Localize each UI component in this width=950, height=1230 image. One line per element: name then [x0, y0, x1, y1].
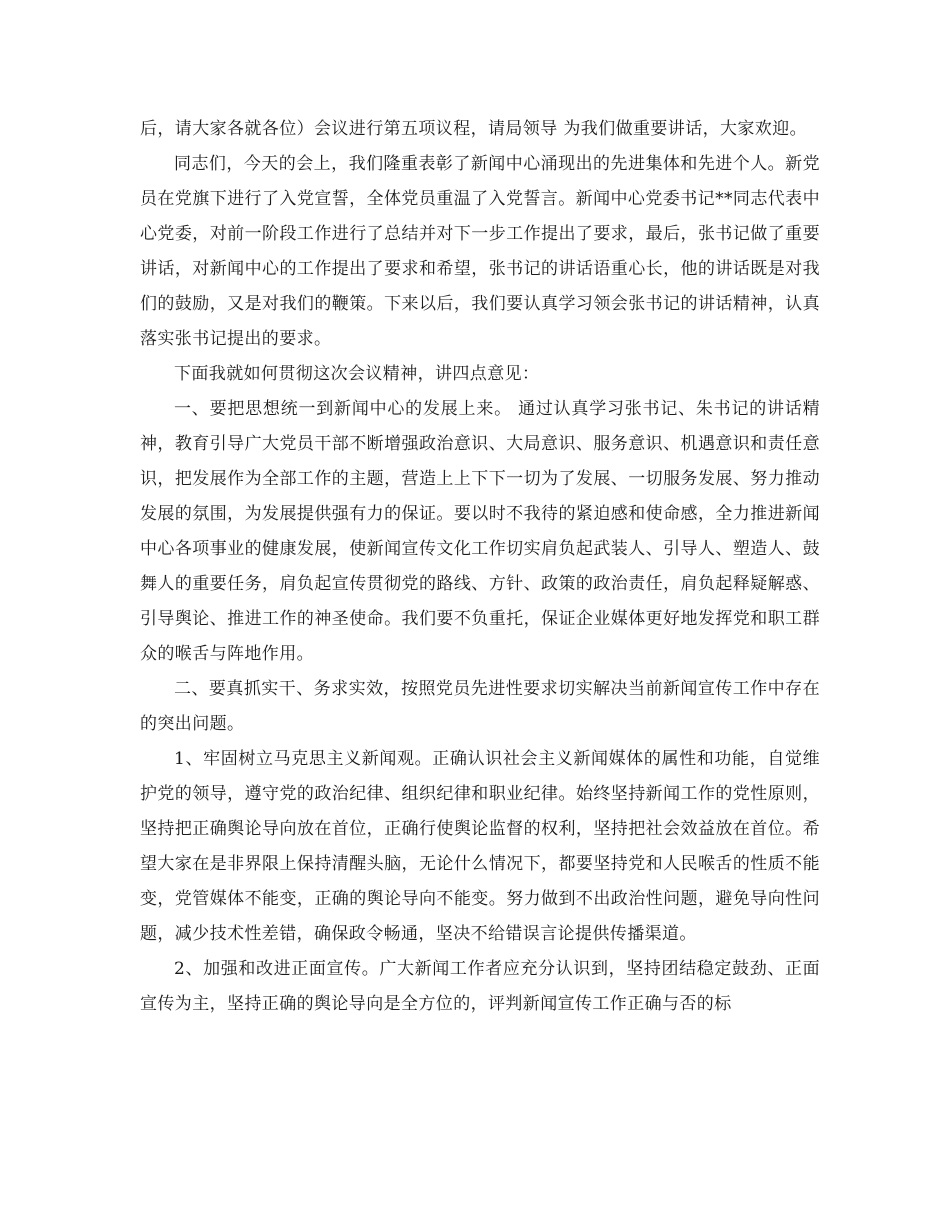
- paragraph-recap: 同志们，今天的会上，我们隆重表彰了新闻中心涌现出的先进集体和先进个人。新党员在党旗下进行了入党宣誓，全体党员重温了入党誓言。新闻中心党委书记**同志代表中心党委，对前一阶段工作进行了总结并对下一步工作提出了要求，最后，张书记做了重要讲话，对新闻中心的工作提出了要求和希望，张书记的讲话语重心长，他的讲话既是对我们的鼓励，又是对我们的鞭策。下来以后，我们要认真学习领会张书记的讲话精神，认真落实张书记提出的要求。: [140, 154, 820, 349]
- paragraph-subpoint-1: 1、牢固树立马克思主义新闻观。正确认识社会主义新闻媒体的属性和功能，自觉维护党的领导，遵守党的政治纪律、组织纪律和职业纪律。始终坚持新闻工作的党性原则，坚持把正确舆论导向放在首位，正确行使舆论监督的权利，坚持把社会效益放在首位。希望大家在是非界限上保持清醒头脑，无论什么情况下，都要坚持党和人民喉舌的性质不能变，党管媒体不能变，正确的舆论导向不能变。努力做到不出政治性问题，避免导向性问题，减少技术性差错，确保政令畅通，坚决不给错误言论提供传播渠道。: [140, 749, 820, 944]
- paragraph-subpoint-2: 2、加强和改进正面宣传。广大新闻工作者应充分认识到，坚持团结稳定鼓劲、正面宣传为主，坚持正确的舆论导向是全方位的，评判新闻宣传工作正确与否的标: [140, 959, 820, 1014]
- document-body: [140, 112, 820, 1022]
- paragraph-point-one: 一、要把思想统一到新闻中心的发展上来。 通过认真学习张书记、朱书记的讲话精神，教育引导广大党员干部不断增强政治意识、大局意识、服务意识、机遇意识和责任意识，把发展作为全部工作的主题，营造上上下下一切为了发展、一切服务发展、努力推动发展的氛围，为发展提供强有力的保证。要以时不我待的紧迫感和使命感，全力推进新闻中心各项事业的健康发展，使新闻宣传文化工作切实肩负起武装人、引导人、塑造人、鼓舞人的重要任务，肩负起宣传贯彻党的路线、方针、政策的政治责任，肩负起释疑解惑、引导舆论、推进工作的神圣使命。我们要不负重托，保证企业媒体更好地发挥党和职工群众的喉舌与阵地作用。: [140, 399, 820, 664]
- paragraph-intro-points: 下面我就如何贯彻这次会议精神，讲四点意见：: [174, 364, 540, 384]
- paragraph-point-two: 二、要真抓实干、务求实效，按照党员先进性要求切实解决当前新闻宣传工作中存在的突出问题。: [140, 679, 820, 734]
- paragraph-continuation: 后，请大家各就各位）会议进行第五项议程，请局领导 为我们做重要讲话，大家欢迎。: [140, 119, 808, 139]
